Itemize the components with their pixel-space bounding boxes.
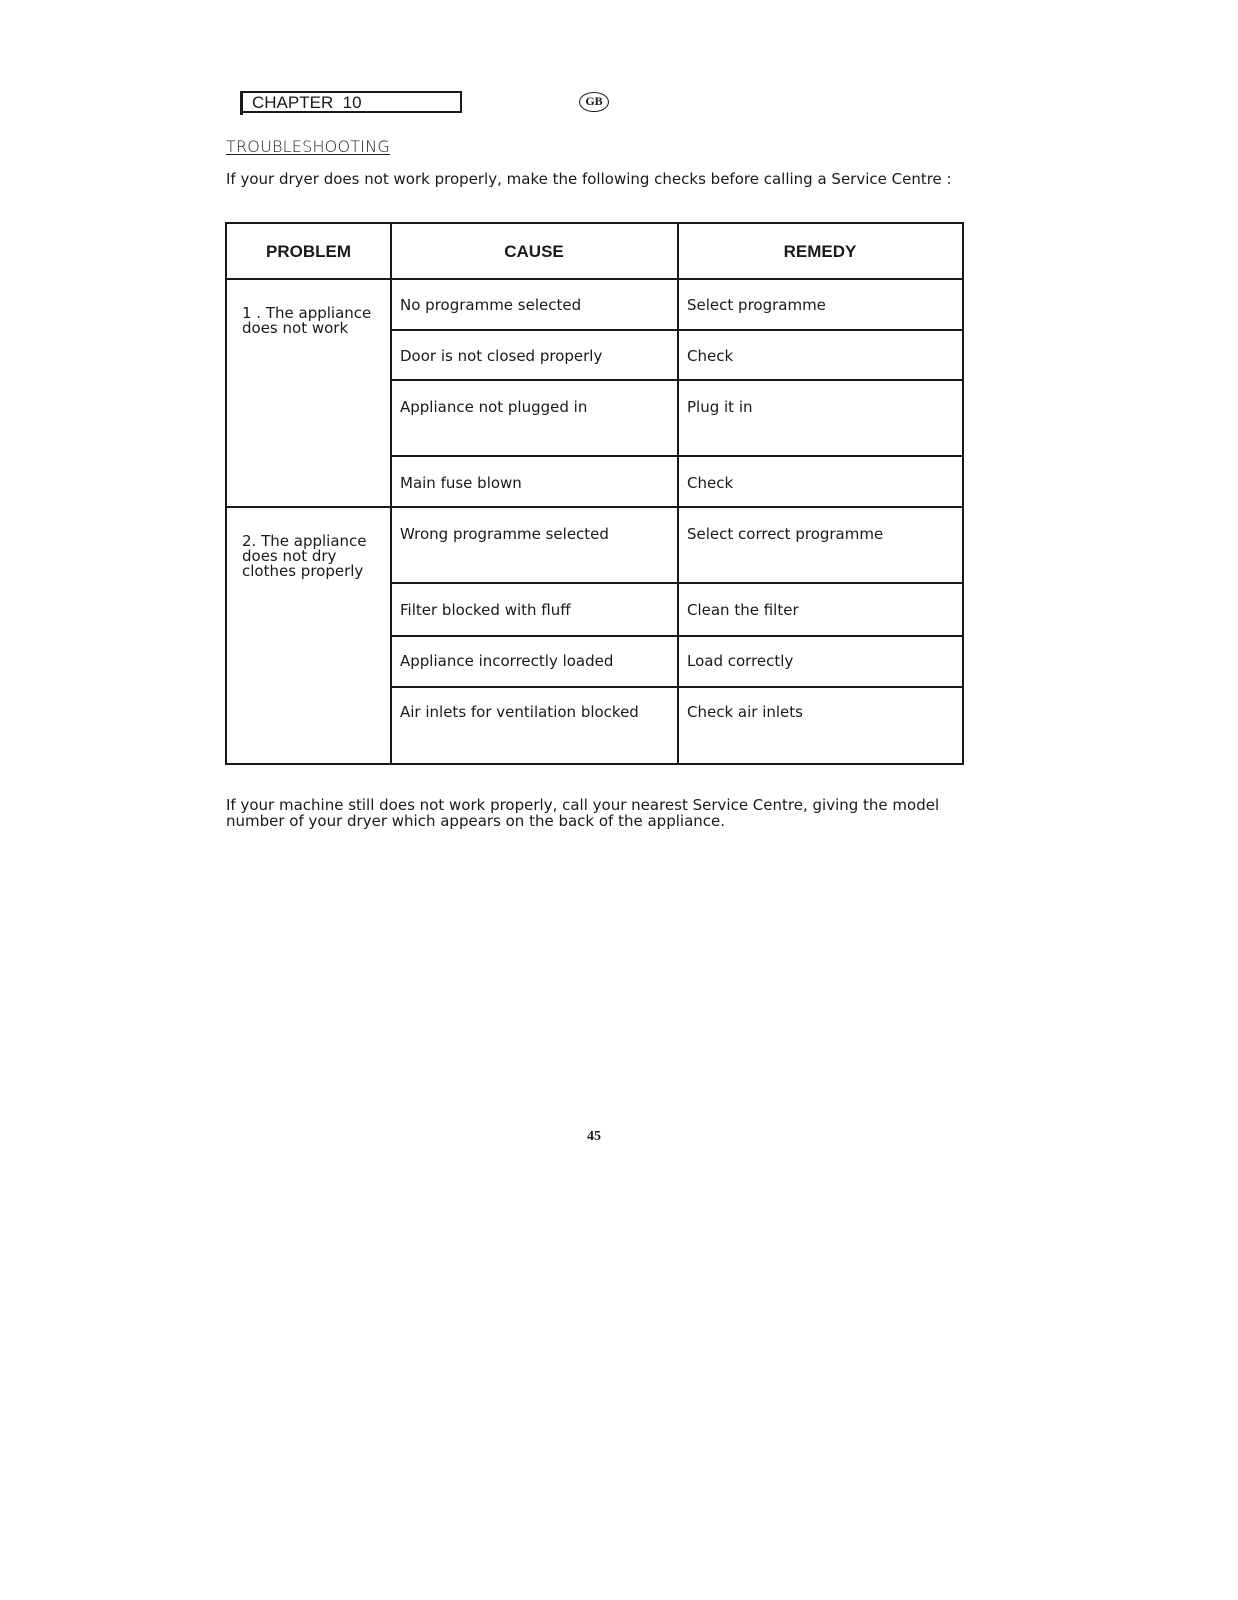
- language-badge: GB: [579, 92, 609, 112]
- cause-cell: Main fuse blown: [400, 474, 522, 492]
- page-number: 45: [587, 1129, 601, 1144]
- row-divider: [391, 686, 962, 688]
- column-header-cause: CAUSE: [504, 242, 564, 261]
- cause-cell: No programme selected: [400, 296, 582, 314]
- remedy-cell: Plug it in: [687, 398, 753, 416]
- column-header-problem: PROBLEM: [266, 242, 351, 261]
- cause-cell: Air inlets for ventilation blocked: [400, 703, 639, 721]
- footer-note: If your machine still does not work properly, call your nearest Service Centre, giving the model number of your dryer which appears on the back of the appliance.: [226, 796, 940, 830]
- row-divider: [391, 379, 962, 381]
- chapter-box-edge: [240, 91, 243, 115]
- row-divider: [391, 635, 962, 637]
- chapter-text: CHAPTER 10: [252, 93, 362, 112]
- cause-cell: Door is not closed properly: [400, 347, 603, 365]
- remedy-cell: Clean the filter: [687, 601, 799, 619]
- troubleshooting-table: [225, 222, 964, 765]
- problem-cell: 1 . The appliance does not work: [242, 304, 372, 337]
- cause-cell: Filter blocked with fluff: [400, 601, 571, 619]
- remedy-cell: Check air inlets: [687, 703, 803, 721]
- chapter-label: [240, 91, 462, 113]
- group-divider: [227, 506, 962, 508]
- section-title: TROUBLESHOOTING: [226, 137, 390, 156]
- column-header-remedy: REMEDY: [783, 242, 857, 261]
- row-divider: [391, 582, 962, 584]
- remedy-cell: Select correct programme: [687, 525, 884, 543]
- row-divider: [391, 455, 962, 457]
- cause-cell: Appliance not plugged in: [400, 398, 588, 416]
- column-divider: [677, 224, 679, 763]
- cause-cell: Appliance incorrectly loaded: [400, 652, 614, 670]
- remedy-cell: Check: [687, 474, 734, 492]
- cause-cell: Wrong programme selected: [400, 525, 609, 543]
- column-divider: [390, 224, 392, 763]
- problem-cell: 2. The appliance does not dry clothes properly: [242, 532, 367, 580]
- remedy-cell: Load correctly: [687, 652, 794, 670]
- remedy-cell: Select programme: [687, 296, 826, 314]
- remedy-cell: Check: [687, 347, 734, 365]
- row-divider: [391, 329, 962, 331]
- header-divider: [227, 278, 962, 280]
- intro-text: If your dryer does not work properly, make the following checks before calling a Service Centre :: [226, 170, 952, 188]
